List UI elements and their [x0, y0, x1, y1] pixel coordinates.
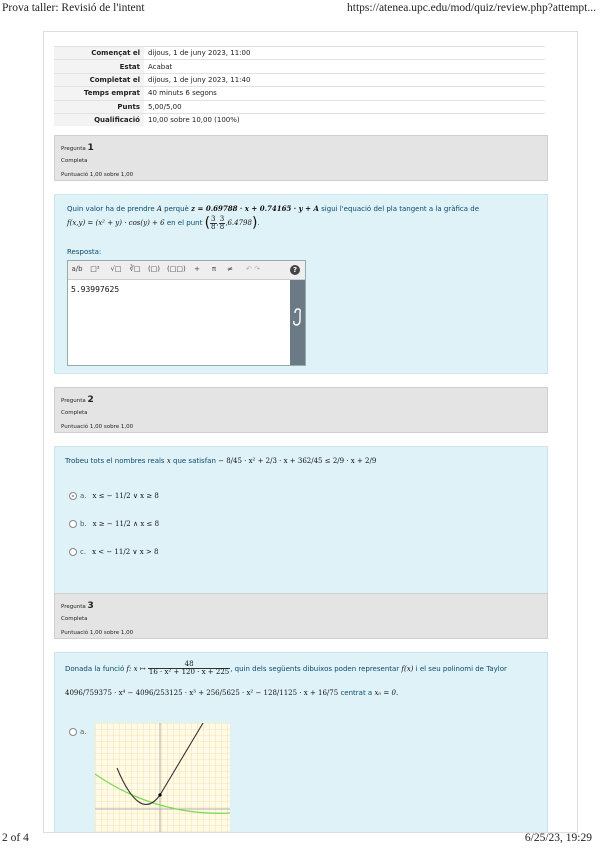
question-2-content — [54, 446, 548, 610]
browser-footer — [0, 830, 600, 848]
option-c[interactable]: c. x < − 11/2 ∨ x > 8 — [69, 548, 158, 556]
question-score: Puntuació 1,00 sobre 1,00 — [61, 172, 134, 178]
question-3-content — [54, 652, 548, 833]
editor-side-handle[interactable] — [290, 280, 305, 365]
question-number: Pregunta 2 — [61, 395, 94, 405]
question-1-function: f(x,y) = (x² + y) · cos(y) + 6 en el punt ( $\frac{3}{8}$ , $\frac{3}{8}$ , 6.4798 ) . — [67, 214, 260, 231]
function-fraction: $\frac{48}{\text{16 · x² + 120 · x + 225}}$ — [148, 660, 230, 676]
option-b[interactable]: b. x ≥ − 11/2 ∧ x ≤ 8 — [69, 520, 159, 528]
attempt-summary-table — [54, 46, 545, 126]
superscript-button[interactable]: □² — [90, 265, 100, 273]
response-label: Resposta: — [67, 248, 102, 256]
radio[interactable] — [69, 548, 77, 556]
page-title: Prova taller: Revisió de l'intent — [2, 2, 145, 14]
center-point — [158, 793, 161, 796]
question-1-content — [54, 194, 548, 374]
table-row — [54, 73, 545, 86]
table-row — [54, 113, 545, 126]
option-a[interactable]: a. x ≤ − 11/2 ∨ x ≥ 8 — [69, 492, 159, 500]
graph-grid — [95, 723, 230, 833]
page-url[interactable]: https://atenea.upc.edu/mod/quiz/review.php?attempt... — [347, 2, 596, 14]
question-number: Pregunta 3 — [61, 601, 94, 611]
point-fraction-1: $\frac{3}{8}$ — [211, 214, 216, 231]
table-row — [54, 87, 545, 100]
summary-value: 40 minuts 6 segons — [144, 87, 545, 100]
table-row — [54, 47, 545, 60]
browser-header — [0, 0, 600, 18]
fraction-button[interactable]: a/b — [71, 265, 83, 273]
page-indicator: 2 of 4 — [2, 832, 29, 844]
point-fraction-2: $\frac{3}{8}$ — [219, 214, 225, 231]
relations-button[interactable]: ≠ — [227, 265, 233, 273]
summary-value: 10,00 sobre 10,00 (100%) — [144, 113, 545, 126]
graph-option-a — [95, 723, 230, 833]
question-score: Puntuació 1,00 sobre 1,00 — [61, 630, 134, 636]
question-score: Puntuació 1,00 sobre 1,00 — [61, 424, 134, 430]
math-toolbar — [68, 261, 305, 280]
matrix-button[interactable]: (□□) — [167, 265, 186, 273]
table-row — [54, 100, 545, 113]
help-icon[interactable]: ? — [290, 265, 300, 275]
summary-label: Punts — [54, 100, 144, 113]
summary-value: 5,00/5,00 — [144, 100, 545, 113]
inequality: − 8/45 · x² + 2/3 · x + 362/45 ≤ 2/9 · x + 2/9 — [218, 457, 377, 465]
summary-value: Acabat — [144, 60, 545, 73]
parentheses-button[interactable]: (□) — [147, 265, 161, 273]
summary-label: Completat el — [54, 73, 144, 86]
question-2-info — [54, 387, 548, 433]
question-status: Completa — [61, 158, 88, 164]
summary-label: Temps emprat — [54, 87, 144, 100]
question-number: Pregunta 1 — [61, 143, 94, 153]
summary-value: dijous, 1 de juny 2023, 11:40 — [144, 73, 545, 86]
question-status: Completa — [61, 616, 88, 622]
print-datetime: 6/25/23, 19:29 — [524, 832, 592, 844]
nth-root-button[interactable]: ∛□ — [129, 265, 141, 273]
math-answer-editor[interactable] — [67, 260, 306, 366]
question-status: Completa — [61, 410, 88, 416]
radio[interactable] — [69, 520, 77, 528]
greek-button[interactable]: π — [211, 265, 217, 273]
radio-selected[interactable] — [69, 492, 77, 500]
question-1-text: Quin valor ha de prendre A perquè z = 0.69788 · x + 0.74165 · y + A sigui l'equació del pla tangent a la gràfica de — [67, 204, 480, 213]
question-2-text: Trobeu tots el nombres reals x que satisfan − 8/45 · x² + 2/3 · x + 362/45 ≤ 2/9 · x + 2/9 — [65, 457, 377, 465]
answer-value[interactable]: 5.93997625 — [71, 285, 120, 294]
operators-button[interactable]: + — [194, 265, 200, 273]
option-a[interactable]: a. — [69, 728, 87, 736]
summary-label: Qualificació — [54, 113, 144, 126]
summary-value: dijous, 1 de juny 2023, 11:00 — [144, 47, 545, 60]
sqrt-button[interactable]: √□ — [110, 265, 122, 273]
radio[interactable] — [69, 728, 77, 736]
taylor-polynomial: 4096/759375 · x⁴ − 4096/253125 · x³ + 256/5625 · x² − 128/1125 · x + 16/75 centrat a x₀ = 0. — [65, 689, 399, 697]
quiz-review-page — [43, 31, 578, 833]
summary-label: Començat el — [54, 47, 144, 60]
question-3-info — [54, 593, 548, 639]
question-1-info — [54, 135, 548, 181]
table-row — [54, 60, 545, 73]
hand-icon — [290, 280, 305, 364]
undo-redo-icon[interactable]: ↶ ↷ — [246, 265, 260, 273]
summary-label: Estat — [54, 60, 144, 73]
question-3-text: Donada la funció f: x ↦ $\frac{48}{\text{16 · x² + 120 · x + 225}}$ , quin dels següents dibuixos poden representar f(x) i el seu polinomi de Taylor — [65, 660, 507, 676]
